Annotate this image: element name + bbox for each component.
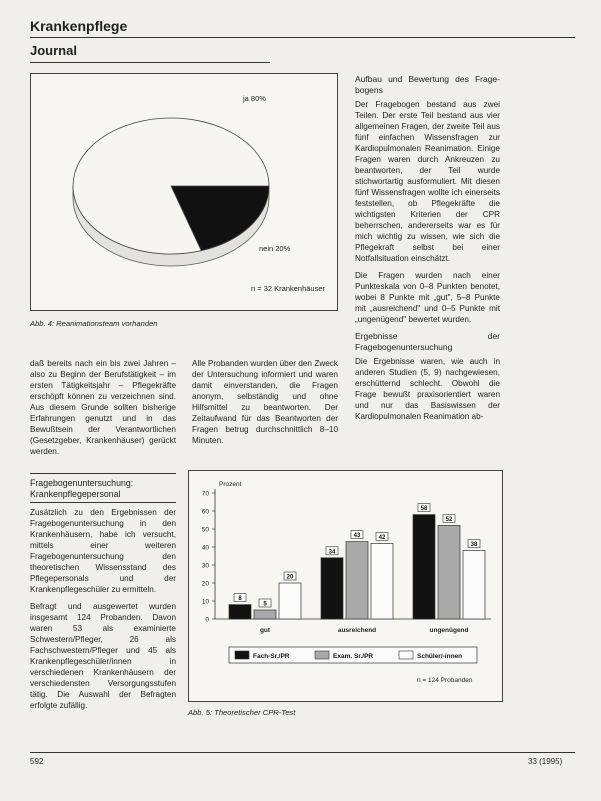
bar bbox=[279, 583, 301, 619]
data-label: 5 bbox=[263, 601, 267, 608]
paragraph: Die Fragen wurden nach einer Punkteskala von 0–8 Punkten benotet, wobei 8 Punkte mit „gut", 5–8 Punkte mit „ausreichend" und 0–5 Punkte mit „ungenügend" bewertet wurden. bbox=[355, 271, 500, 324]
header-rule bbox=[30, 37, 575, 38]
bar bbox=[229, 605, 251, 619]
data-label: 42 bbox=[378, 534, 386, 541]
paragraph: Alle Probanden wurden über den Zweck der Untersuchung informiert und waren damit einverstanden, die Fragen anonym, selbständig und ohne Hilfsmittel zu beantworten. Der Zeitaufwand für das Beantworten der Fragen betrug durchschnittlich 8–10 Minuten. bbox=[192, 359, 338, 445]
section-title-fragebogen: Fragebogenuntersuchung: Krankenpflegepersonal bbox=[30, 478, 134, 499]
paragraph: Befragt und ausgewertet wurden insgesamt 124 Probanden. Davon waren 53 als examinierte Schwestern/Pfleger, 26 als Fachschwestern/Pfleger und 45 als Krankenpflegeschüler/innen in verschiedenen Krankenhäusern der verschiedensten Versorgungsstufen tätig. Die Auswahl der Befragten erfolgte zufällig. bbox=[30, 602, 176, 710]
bar bbox=[321, 558, 343, 619]
pie-label-nein: nein 20% bbox=[259, 244, 291, 253]
bar bbox=[413, 515, 435, 619]
data-label: 58 bbox=[420, 506, 428, 513]
y-tick-label: 70 bbox=[201, 490, 209, 498]
x-tick-label: ungenügend bbox=[429, 627, 469, 634]
bar bbox=[463, 551, 485, 619]
footer-rule bbox=[30, 752, 575, 753]
paragraph: daß bereits nach ein bis zwei Jahren – also zu Beginn der Berufstätigkeit – im ersten Tätigkeitsjahr – Pflegekräfte erschöpft können zu verzeichnen sind. Aus diesem Grunde sollten bisherige Erfahrungen genutzt und in das Bewußtsein der Verantwortlichen (Gesetzgeber, Krankenhäuser) gerückt werden. bbox=[30, 359, 176, 456]
data-label: 34 bbox=[328, 549, 336, 556]
legend-label: Exam. Sr./PR bbox=[333, 653, 374, 660]
bar bbox=[254, 610, 276, 619]
pie-n-note: n = 32 Krankenhäuser bbox=[251, 284, 326, 293]
y-tick-label: 50 bbox=[201, 526, 209, 534]
x-tick-label: ausreichend bbox=[337, 627, 377, 634]
data-label: 8 bbox=[238, 596, 242, 603]
legend-swatch bbox=[399, 651, 413, 659]
bar bbox=[346, 542, 368, 619]
pie-figure-frame bbox=[30, 73, 338, 311]
journal-subtitle: Journal bbox=[30, 43, 77, 58]
bar-figure-frame bbox=[188, 470, 503, 702]
y-tick-label: 60 bbox=[201, 508, 209, 516]
y-tick-label: 40 bbox=[201, 544, 209, 552]
y-tick-label: 10 bbox=[201, 598, 209, 606]
paragraph: Der Fragebogen bestand aus zwei Teilen. Der erste Teil bestand aus vier allgemeinen Fragen, der zweite Teil aus fünf einfachen Wissensfragen zur Kardiopulmonalen Reanimation. Einige Fragen waren durch Ankreuzen zu beantworten, der Teil wurde stichwortartig ausformuliert. Mit diesen fünf Wissensfragen wollte ich einerseits feststellen, ob Pflegekräfte die wichtigsten Kriterien der CPR beherrschen, andererseits war es für mich wichtig zu wissen, wie sich die Pflegekraft selbst bei einer Notfallsituation einschätzt. bbox=[355, 100, 500, 263]
bar-n-note: n = 124 Probanden bbox=[417, 677, 473, 684]
paragraph: Die Ergebnisse waren, wie auch in anderen Studien (5, 9) nachgewiesen, erschütternd schlecht. Obwohl die Frage bewußt praxisorientiert waren und nur das Basiswissen der Kardiopulmonalen Reanimation ab- bbox=[355, 357, 500, 421]
section-heading-aufbau: Aufbau und Bewertung des Frage-bogens bbox=[355, 74, 500, 95]
page-number: 592 bbox=[30, 757, 44, 766]
bar bbox=[438, 525, 460, 619]
pie-chart bbox=[31, 74, 337, 310]
y-tick-label: 20 bbox=[201, 580, 209, 588]
legend-swatch bbox=[235, 651, 249, 659]
section-rule bbox=[30, 502, 176, 503]
x-tick-label: gut bbox=[259, 627, 271, 634]
left-column-low bbox=[30, 507, 176, 717]
legend-label: Schüler/-innen bbox=[417, 653, 463, 660]
y-tick-label: 0 bbox=[205, 616, 209, 624]
bar-caption: Abb. 5: Theoretischer CPR-Test bbox=[188, 708, 296, 717]
middle-column bbox=[192, 358, 338, 452]
right-column bbox=[355, 74, 500, 428]
left-column-mid bbox=[30, 358, 176, 463]
issue-number: 33 (1995) bbox=[528, 757, 563, 766]
bar bbox=[371, 543, 393, 619]
bar-chart bbox=[189, 471, 502, 701]
data-label: 43 bbox=[353, 533, 361, 540]
header-subrule bbox=[30, 62, 270, 63]
y-axis-label: Prozent bbox=[219, 481, 242, 488]
data-label: 38 bbox=[470, 542, 478, 549]
data-label: 20 bbox=[286, 574, 294, 581]
legend-swatch bbox=[315, 651, 329, 659]
data-label: 52 bbox=[445, 516, 453, 523]
section-heading-ergebnisse: Ergebnisse der Fragebogenuntersuchung bbox=[355, 331, 500, 352]
paragraph: Zusätzlich zu den Ergebnissen der Fragebogenuntersuchung in den Krankenhäusern, habe ich versucht, mittels einer weiteren Fragebogenuntersuchung den theoretischen Wissensstand des Pflegepersonals und der Krankenpflegeschüler zu ermitteln. bbox=[30, 508, 176, 594]
pie-label-ja: ja 80% bbox=[243, 94, 266, 103]
section-rule bbox=[30, 473, 176, 474]
pie-caption: Abb. 4: Reanimationsteam vorhanden bbox=[30, 319, 158, 328]
y-tick-label: 30 bbox=[201, 562, 209, 570]
journal-title: Krankenpflege bbox=[30, 18, 128, 34]
legend-label: Fach-Sr./PR bbox=[253, 653, 290, 660]
